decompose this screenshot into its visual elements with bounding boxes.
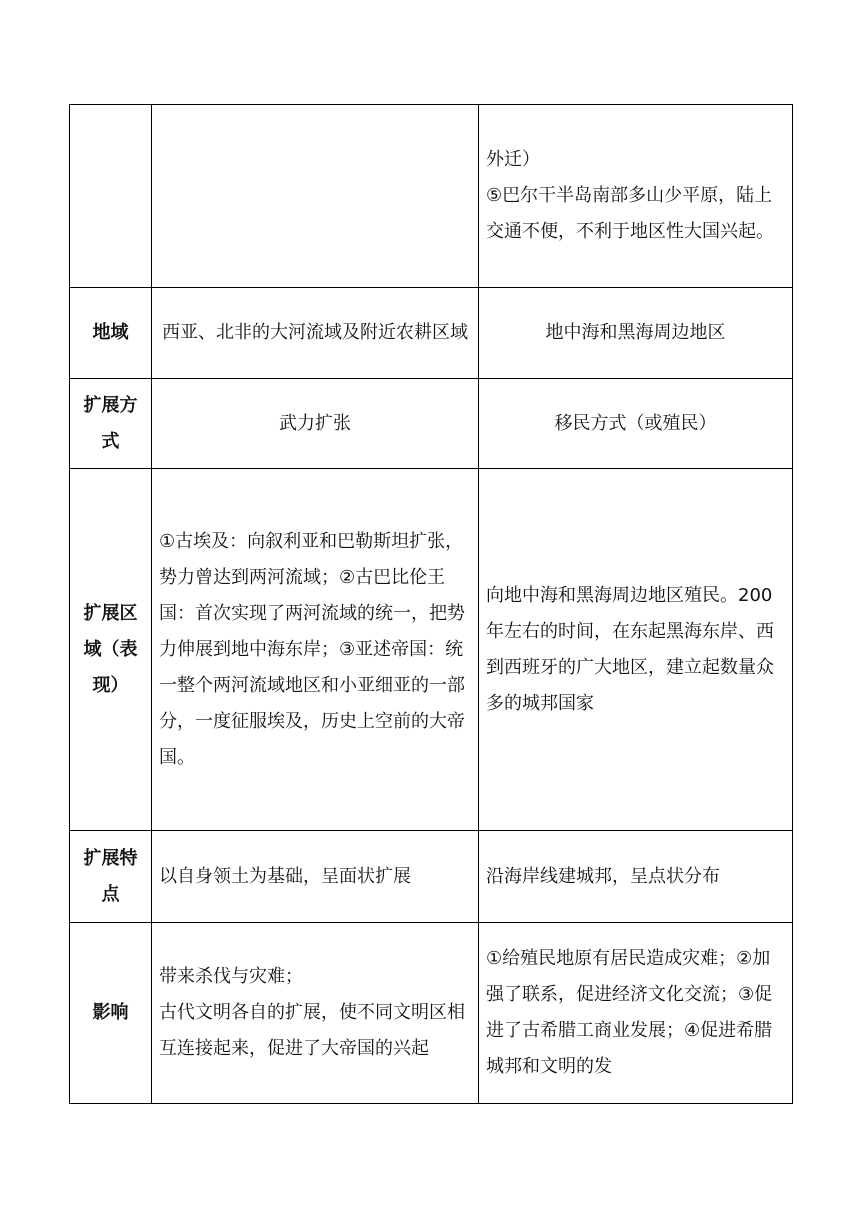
cell-col2 bbox=[479, 469, 793, 831]
table-row bbox=[70, 288, 793, 379]
cell-text: 西亚、北非的大河流域及附近农耕区域 bbox=[162, 322, 468, 343]
row-header bbox=[70, 105, 152, 288]
row-header: 影响 bbox=[70, 923, 152, 1104]
cell-col2 bbox=[479, 105, 793, 288]
cell-text: 古代文明各自的扩展，使不同文明区相互连接起来，促进了大帝国的兴起 bbox=[159, 1002, 465, 1059]
cell-text: ⑤巴尔干半岛南部多山少平原，陆上交通不便，不利于地区性大国兴起。 bbox=[486, 185, 774, 242]
cell-col2 bbox=[479, 379, 793, 469]
cell-col1 bbox=[152, 379, 479, 469]
cell-text: 地中海和黑海周边地区 bbox=[545, 322, 726, 343]
table-row bbox=[70, 923, 793, 1104]
row-header: 地域 bbox=[70, 288, 152, 379]
cell-col1 bbox=[152, 923, 479, 1104]
cell-col1 bbox=[152, 288, 479, 379]
table-row bbox=[70, 105, 793, 288]
cell-text: 带来杀伐与灾难； bbox=[159, 966, 303, 987]
cell-text: 武力扩张 bbox=[279, 412, 351, 434]
cell-text: 移民方式（或殖民） bbox=[554, 412, 717, 434]
cell-text: 沿海岸线建城邦，呈点状分布 bbox=[486, 865, 720, 887]
cell-col2 bbox=[479, 288, 793, 379]
cell-text: 向地中海和黑海周边地区殖民。200 年左右的时间，在东起黑海东岸、西到西班牙的广大地区，建立起数量众多的城邦国家 bbox=[486, 584, 774, 714]
table-row bbox=[70, 379, 793, 469]
row-header: 扩展特点 bbox=[70, 831, 152, 923]
cell-text: ①古埃及：向叙利亚和巴勒斯坦扩张，势力曾达到两河流域；②古巴比伦王国：首次实现了两河流域的统一，把势力伸展到地中海东岸；③亚述帝国：统一整个两河流域地区和小亚细亚的一部分，一度征服埃及，历史上空前的大帝国。 bbox=[159, 530, 465, 768]
row-header: 扩展区域（表现） bbox=[70, 469, 152, 831]
row-header: 扩展方式 bbox=[70, 379, 152, 469]
table-row bbox=[70, 831, 793, 923]
cell-col2 bbox=[479, 831, 793, 923]
cell-col2 bbox=[479, 923, 793, 1104]
comparison-table bbox=[69, 104, 793, 1104]
table-row bbox=[70, 469, 793, 831]
cell-col1 bbox=[152, 831, 479, 923]
cell-text: ①给殖民地原有居民造成灾难；②加强了联系，促进经济文化交流；③促进了古希腊工商业发展；④促进希腊城邦和文明的发 bbox=[486, 948, 773, 1077]
cell-text: 外迁） bbox=[486, 149, 540, 170]
cell-text: 以自身领土为基础，呈面状扩展 bbox=[159, 865, 411, 887]
cell-col1 bbox=[152, 105, 479, 288]
cell-col1 bbox=[152, 469, 479, 831]
